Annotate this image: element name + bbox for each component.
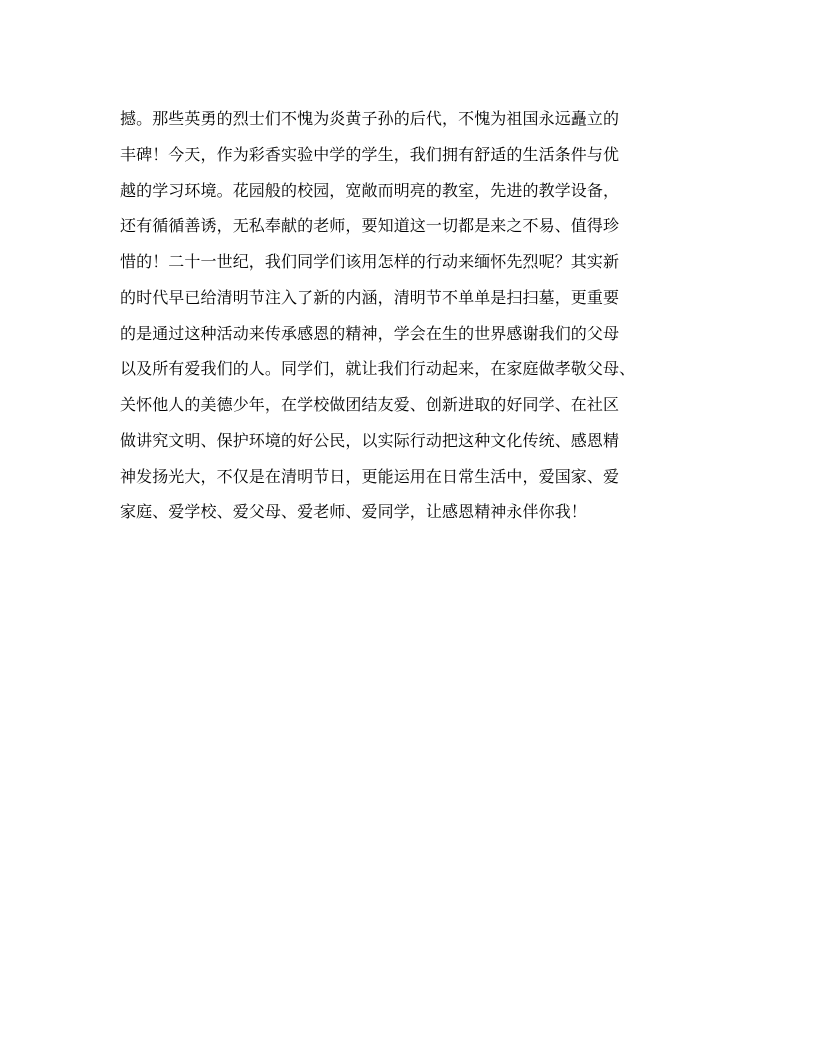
text-line-10: 做讲究文明、保护环境的好公民，以实际行动把这种文化传统、感恩精	[120, 430, 620, 450]
text-line-8: 以及所有爱我们的人。同学们，就让我们行动起来，在家庭做孝敬父母、	[120, 359, 636, 379]
text-line-11: 神发扬光大，不仅是在清明节日，更能运用在日常生活中，爱国家、爱	[120, 466, 620, 486]
text-line-7: 的是通过这种活动来传承感恩的精神，学会在生的世界感谢我们的父母	[120, 323, 620, 343]
text-line-5: 惜的！二十一世纪，我们同学们该用怎样的行动来缅怀先烈呢？其实新	[120, 252, 620, 271]
text-line-2: 丰碑！今天，作为彩香实验中学的学生，我们拥有舒适的生活条件与优	[120, 144, 620, 164]
text-line-1: 撼。那些英勇的烈士们不愧为炎黄子孙的后代，不愧为祖国永远矗立的	[120, 109, 620, 128]
text-line-9: 关怀他人的美德少年，在学校做团结友爱、创新进取的好同学、在社区	[120, 395, 620, 414]
text-line-6: 的时代早已给清明节注入了新的内涵，清明节不单单是扫扫墓，更重要	[120, 287, 620, 307]
speech-paragraph	[120, 101, 710, 530]
text-line-4: 还有循循善诱，无私奉献的老师，要知道这一切都是来之不易、值得珍	[120, 216, 620, 236]
text-line-3: 越的学习环境。花园般的校园，宽敞而明亮的教室，先进的教学设备，	[120, 180, 620, 200]
text-line-12: 家庭、爱学校、爱父母、爱老师、爱同学，让感恩精神永伴你我！	[120, 502, 587, 522]
